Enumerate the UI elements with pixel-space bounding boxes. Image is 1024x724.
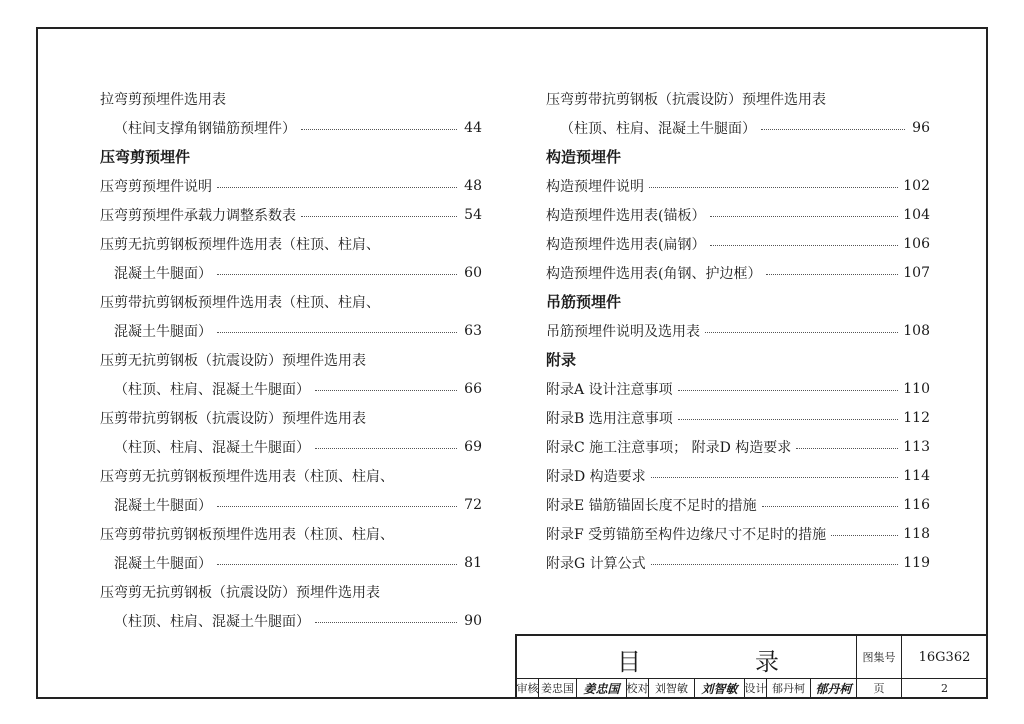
toc-entry bbox=[100, 113, 482, 142]
entry-title: 附录E 锚筋锚固长度不足时的措施 bbox=[546, 497, 757, 514]
entry-title: 构造预埋件选用表(角钢、护边框） bbox=[546, 265, 762, 282]
entry-title: 混凝土牛腿面） bbox=[114, 323, 212, 340]
entry-title: （柱间支撑角钢锚筋预埋件） bbox=[114, 120, 296, 137]
toc-entry bbox=[100, 403, 482, 432]
entry-title: 构造预埋件 bbox=[546, 148, 622, 166]
toc-entry bbox=[100, 374, 482, 403]
entry-title: 混凝土牛腿面） bbox=[114, 555, 212, 572]
toc-entry bbox=[100, 229, 482, 258]
toc-right-column bbox=[546, 84, 930, 577]
dot-leader bbox=[649, 187, 898, 188]
title-char-2: 录 bbox=[755, 648, 779, 676]
page-number: 108 bbox=[903, 322, 930, 339]
page-number: 81 bbox=[464, 554, 482, 571]
dot-leader bbox=[762, 506, 899, 507]
title-block bbox=[515, 634, 987, 697]
page-number: 116 bbox=[903, 496, 930, 513]
entry-title: 压弯剪带抗剪钢板（抗震设防）预埋件选用表 bbox=[546, 91, 826, 108]
design-label: 设计 bbox=[745, 679, 767, 697]
page-number: 44 bbox=[464, 119, 482, 136]
toc-entry bbox=[100, 548, 482, 577]
dot-leader bbox=[217, 187, 457, 188]
toc-entry bbox=[100, 577, 482, 606]
designer-name: 郁丹柯 bbox=[767, 679, 811, 697]
dot-leader bbox=[301, 216, 457, 217]
page-number: 66 bbox=[464, 380, 482, 397]
entry-title: （柱顶、柱肩、混凝土牛腿面） bbox=[114, 613, 310, 630]
title-cell bbox=[517, 636, 857, 679]
atlas-number-value: 16G362 bbox=[902, 636, 987, 679]
entry-title: 附录D 构造要求 bbox=[546, 468, 646, 485]
dot-leader bbox=[796, 448, 898, 449]
page-number: 113 bbox=[903, 438, 930, 455]
page-number: 104 bbox=[903, 206, 930, 223]
entry-title: 压剪带抗剪钢板预埋件选用表（柱顶、柱肩、 bbox=[100, 294, 380, 311]
entry-title: 压弯剪无抗剪钢板预埋件选用表（柱顶、柱肩、 bbox=[100, 468, 394, 485]
page-number: 2 bbox=[941, 681, 948, 695]
signature-row bbox=[517, 679, 987, 697]
toc-entry bbox=[546, 374, 930, 403]
toc-entry bbox=[100, 606, 482, 635]
dot-leader bbox=[217, 506, 457, 507]
entry-title: 附录C 施工注意事项； 附录D 构造要求 bbox=[546, 439, 792, 456]
toc-entry bbox=[546, 258, 930, 287]
page-label: 页 bbox=[857, 679, 902, 697]
entry-title: 压剪带抗剪钢板（抗震设防）预埋件选用表 bbox=[100, 410, 366, 427]
dot-leader bbox=[705, 332, 898, 333]
toc-entry bbox=[100, 287, 482, 316]
toc-entry bbox=[100, 316, 482, 345]
toc-left-column bbox=[100, 84, 482, 635]
page-number: 102 bbox=[903, 177, 930, 194]
entry-title: 附录 bbox=[546, 351, 577, 369]
entry-title: 压弯剪无抗剪钢板（抗震设防）预埋件选用表 bbox=[100, 584, 380, 601]
page-number: 114 bbox=[903, 467, 930, 484]
entry-title: 压剪无抗剪钢板（抗震设防）预埋件选用表 bbox=[100, 352, 366, 369]
page-number: 106 bbox=[903, 235, 930, 252]
dot-leader bbox=[315, 390, 457, 391]
entry-title: 构造预埋件说明 bbox=[546, 178, 644, 195]
toc-entry bbox=[100, 490, 482, 519]
toc-entry bbox=[100, 432, 482, 461]
entry-title: （柱顶、柱肩、混凝土牛腿面） bbox=[114, 439, 310, 456]
dot-leader bbox=[651, 477, 899, 478]
page-number: 72 bbox=[464, 496, 482, 513]
entry-title: 压弯剪带抗剪钢板预埋件选用表（柱顶、柱肩、 bbox=[100, 526, 394, 543]
entry-title: 吊筋预埋件 bbox=[546, 293, 622, 311]
entry-title: （柱顶、柱肩、混凝土牛腿面） bbox=[560, 120, 756, 137]
section-heading bbox=[546, 142, 930, 171]
page-number: 118 bbox=[903, 525, 930, 542]
check-label: 校对 bbox=[627, 679, 649, 697]
entry-title: 吊筋预埋件说明及选用表 bbox=[546, 323, 700, 340]
title-char-1: 目 bbox=[617, 648, 641, 676]
entry-title: 压剪无抗剪钢板预埋件选用表（柱顶、柱肩、 bbox=[100, 236, 380, 253]
toc-entry bbox=[546, 548, 930, 577]
entry-title: 压弯剪预埋件说明 bbox=[100, 178, 212, 195]
toc-entry bbox=[546, 84, 930, 113]
review-label: 审核 bbox=[517, 679, 539, 697]
dot-leader bbox=[301, 129, 457, 130]
dot-leader bbox=[678, 390, 899, 391]
toc-entry bbox=[546, 113, 930, 142]
page-number: 63 bbox=[464, 322, 482, 339]
entry-title: 拉弯剪预埋件选用表 bbox=[100, 91, 226, 108]
page-number: 54 bbox=[464, 206, 482, 223]
toc-entry bbox=[100, 519, 482, 548]
page-number: 112 bbox=[903, 409, 930, 426]
dot-leader bbox=[651, 564, 899, 565]
entry-title: （柱顶、柱肩、混凝土牛腿面） bbox=[114, 381, 310, 398]
page-number: 119 bbox=[903, 554, 930, 571]
toc-entry bbox=[546, 519, 930, 548]
toc-entry bbox=[100, 200, 482, 229]
checker-name: 刘智敏 bbox=[649, 679, 695, 697]
dot-leader bbox=[766, 274, 898, 275]
entry-title: 附录A 设计注意事项 bbox=[546, 381, 673, 398]
dot-leader bbox=[831, 535, 898, 536]
entry-title: 附录B 选用注意事项 bbox=[546, 410, 673, 427]
toc-entry bbox=[100, 345, 482, 374]
toc-entry bbox=[100, 258, 482, 287]
toc-entry bbox=[546, 316, 930, 345]
checker-signature: 刘智敏 bbox=[695, 679, 745, 697]
section-heading bbox=[100, 142, 482, 171]
section-heading bbox=[546, 287, 930, 316]
toc-entry bbox=[546, 200, 930, 229]
reviewer-name: 姜忠国 bbox=[539, 679, 577, 697]
entry-title: 混凝土牛腿面） bbox=[114, 497, 212, 514]
entry-title: 压弯剪预埋件承载力调整系数表 bbox=[100, 207, 296, 224]
reviewer-signature: 姜忠国 bbox=[577, 679, 627, 697]
toc-entry bbox=[546, 490, 930, 519]
dot-leader bbox=[710, 216, 898, 217]
toc-entry bbox=[546, 171, 930, 200]
toc-entry bbox=[100, 461, 482, 490]
dot-leader bbox=[217, 564, 457, 565]
page-number: 107 bbox=[903, 264, 930, 281]
page-number: 69 bbox=[464, 438, 482, 455]
section-heading bbox=[546, 345, 930, 374]
toc-entry bbox=[546, 229, 930, 258]
dot-leader bbox=[217, 274, 457, 275]
toc-entry bbox=[100, 171, 482, 200]
toc-entry bbox=[546, 432, 930, 461]
designer-signature: 郁丹柯 bbox=[811, 679, 857, 697]
entry-title: 构造预埋件选用表(扁钢） bbox=[546, 236, 706, 253]
atlas-number-label: 图集号 bbox=[857, 636, 902, 679]
page-number: 60 bbox=[464, 264, 482, 281]
dot-leader bbox=[710, 245, 898, 246]
dot-leader bbox=[217, 332, 457, 333]
entry-title: 附录F 受剪锚筋至构件边缘尺寸不足时的措施 bbox=[546, 526, 827, 543]
entry-title: 附录G 计算公式 bbox=[546, 555, 646, 572]
toc-entry bbox=[100, 84, 482, 113]
entry-title: 构造预埋件选用表(锚板） bbox=[546, 207, 706, 224]
entry-title: 混凝土牛腿面） bbox=[114, 265, 212, 282]
toc-entry bbox=[546, 461, 930, 490]
page-number: 48 bbox=[464, 177, 482, 194]
dot-leader bbox=[315, 622, 457, 623]
toc-entry bbox=[546, 403, 930, 432]
dot-leader bbox=[761, 129, 905, 130]
dot-leader bbox=[678, 419, 899, 420]
page-number: 110 bbox=[903, 380, 930, 397]
page-number: 90 bbox=[464, 612, 482, 629]
entry-title: 压弯剪预埋件 bbox=[100, 148, 191, 166]
page-number: 96 bbox=[912, 119, 930, 136]
dot-leader bbox=[315, 448, 457, 449]
